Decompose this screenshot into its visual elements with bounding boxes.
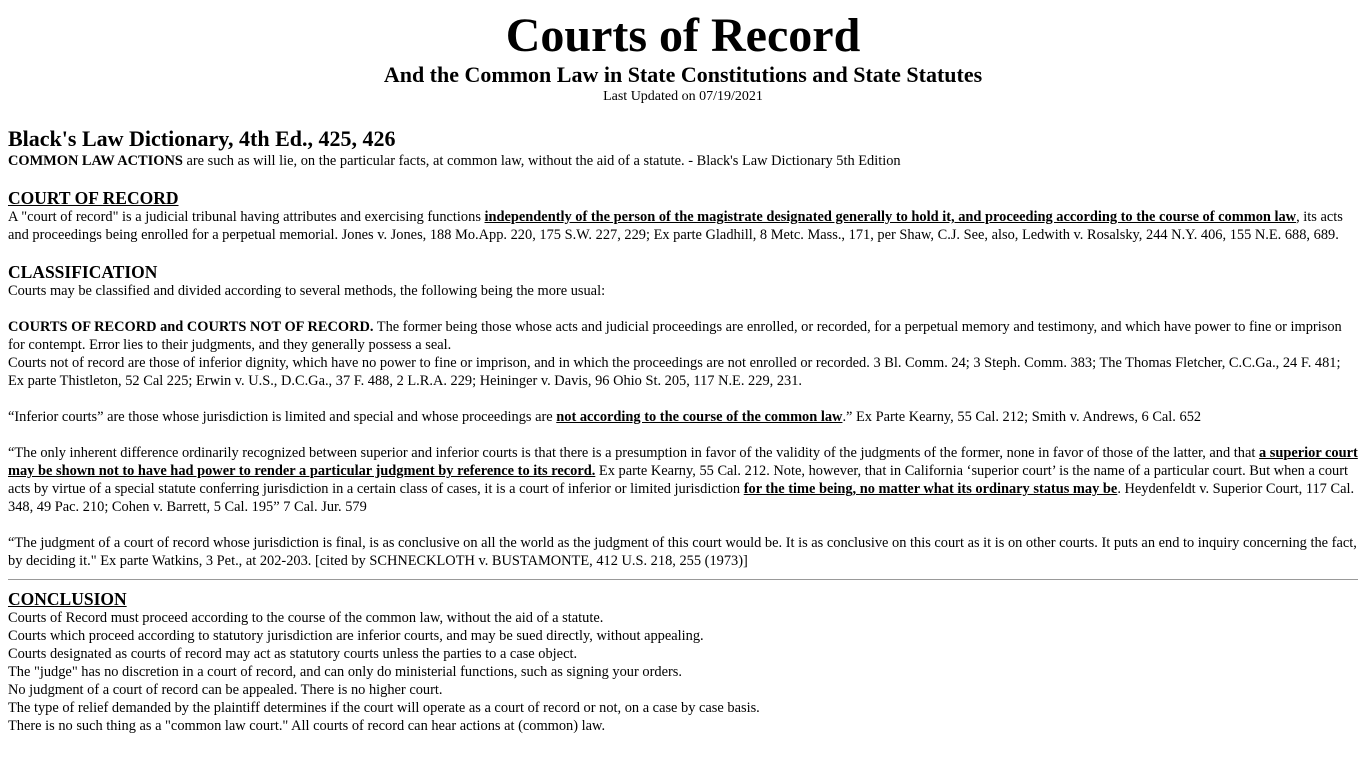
record-vs-not-text-1: The former being those whose acts and judicial proceedings are enrolled, or recorded, for a perpetual memory and testimony, and which have power to fine or imprison for contempt. Error lies to their judgments, and they generally possess a seal. [8, 319, 1342, 353]
common-law-actions-text: are such as will lie, on the particular facts, at common law, without the aid of a statute. - Black's Law Dictionary 5th Edition [182, 153, 901, 169]
common-law-actions-definition [8, 152, 1358, 170]
court-of-record-text-1: A "court of record" is a judicial tribunal having attributes and exercising functions [8, 209, 485, 225]
record-vs-not-record-paragraph [8, 318, 1358, 354]
classification-text: Courts may be classified and divided according to several methods, the following being the more usual: [8, 283, 606, 299]
document-page [0, 10, 1366, 735]
inherent-difference-text-1: “The only inherent difference ordinarily recognized between superior and inferior courts is that there is a presumption in favor of the validity of the judgments of the former, none in favor of those of the latter, and that [8, 445, 1259, 461]
inherent-difference-text-2: Ex parte Kearny, 55 Cal. 212. Note, however, that in California ‘superior court’ is the name of a particular court. But when a court acts by virtue of a special statute conferring jurisdiction in a certain class of cases, it is a court of inferior or limited jurisdiction [8, 463, 1348, 497]
section-divider [8, 579, 1358, 580]
inferior-courts-emphasis: not according to the course of the common law [556, 409, 843, 425]
conclusion-heading: CONCLUSION [8, 589, 127, 609]
conclusion-line: There is no such thing as a "common law court." All courts of record can hear actions at (common) law. [8, 718, 606, 734]
inherent-difference-text-3: . Heydenfeldt v. Superior Court, 117 Cal. 348, 49 Pac. 210; Cohen v. Barrett, 5 Cal. 195” 7 Cal. Jur. 579 [8, 481, 1355, 515]
last-updated: Last Updated on 07/19/2021 [603, 89, 763, 104]
court-of-record-heading: COURT OF RECORD [8, 188, 179, 208]
courts-not-of-record-paragraph: Courts not of record are those of inferior dignity, which have no power to fine or imprison, and in which the proceedings are not enrolled or recorded. 3 Bl. Comm. 24; 3 Steph. Comm. 383; The Thomas Fletcher, C.C.Ga., 24 F. 481; Ex parte Thistleton, 52 Cal 225; Erwin v. U.S., D.C.Ga., 37 F. 488, 2 L.R.A. 229; Heininger v. Davis, 96 Ohio St. 205, 117 N.E. 229, 231. [8, 355, 1341, 389]
inferior-courts-paragraph [8, 408, 1358, 426]
conclusion-line: The "judge" has no discretion in a court of record, and can only do ministerial functions, such as signing your orders. [8, 664, 682, 680]
inferior-courts-text-2: .” Ex Parte Kearny, 55 Cal. 212; Smith v. Andrews, 6 Cal. 652 [842, 409, 1202, 425]
conclusion-line: The type of relief demanded by the plaintiff determines if the court will operate as a court of record or not, on a case by case basis. [8, 700, 760, 716]
page-title: Courts of Record [505, 9, 861, 62]
inherent-difference-emphasis-1: a superior court may be shown not to have had power to render a particular judgment by reference to its record. [8, 445, 1358, 479]
record-vs-not-term: COURTS OF RECORD and COURTS NOT OF RECORD. [8, 319, 374, 335]
common-law-actions-term: COMMON LAW ACTIONS [8, 153, 183, 169]
court-of-record-text-2: , its acts and proceedings being enrolled for a perpetual memorial. Jones v. Jones, 188 Mo.App. 220, 175 S.W. 227, 229; Ex parte Gladhill, 8 Metc. Mass., 171, per Shaw, C.J. See, also, Ledwith v. Rosalsky, 244 N.Y. 406, 155 N.E. 688, 689. [8, 209, 1343, 243]
conclusion-list [8, 609, 1358, 735]
court-of-record-emphasis: independently of the person of the magistrate designated generally to hold it, and proceeding according to the course of common law [484, 209, 1297, 225]
conclusion-line: No judgment of a court of record can be appealed. There is no higher court. [8, 682, 443, 698]
conclusion-line: Courts of Record must proceed according to the course of the common law, without the aid of a statute. [8, 610, 604, 626]
conclusion-line: Courts designated as courts of record may act as statutory courts unless the parties to a case object. [8, 646, 578, 662]
classification-heading: CLASSIFICATION [8, 262, 158, 282]
inferior-courts-text-1: “Inferior courts” are those whose jurisdiction is limited and special and whose proceedings are [8, 409, 557, 425]
conclusion-line: Courts which proceed according to statutory jurisdiction are inferior courts, and may be sued directly, without appealing. [8, 628, 704, 644]
judgment-final-paragraph: “The judgment of a court of record whose jurisdiction is final, is as conclusive on all the world as the judgment of this court would be. It is as conclusive on this court as it is on other courts. It puts an end to inquiry concerning the fact, by deciding it." Ex parte Watkins, 3 Pet., at 202-203. [cited by SCHNECKLOTH v. BUSTAMONTE, 412 U.S. 218, 255 (1973)] [8, 535, 1357, 569]
inherent-difference-paragraph [8, 444, 1358, 516]
page-subtitle: And the Common Law in State Constitutions and State Statutes [383, 62, 983, 87]
source-heading: Black's Law Dictionary, 4th Ed., 425, 426 [8, 126, 396, 151]
inherent-difference-emphasis-2: for the time being, no matter what its ordinary status may be [743, 481, 1118, 497]
court-of-record-definition [8, 208, 1358, 244]
